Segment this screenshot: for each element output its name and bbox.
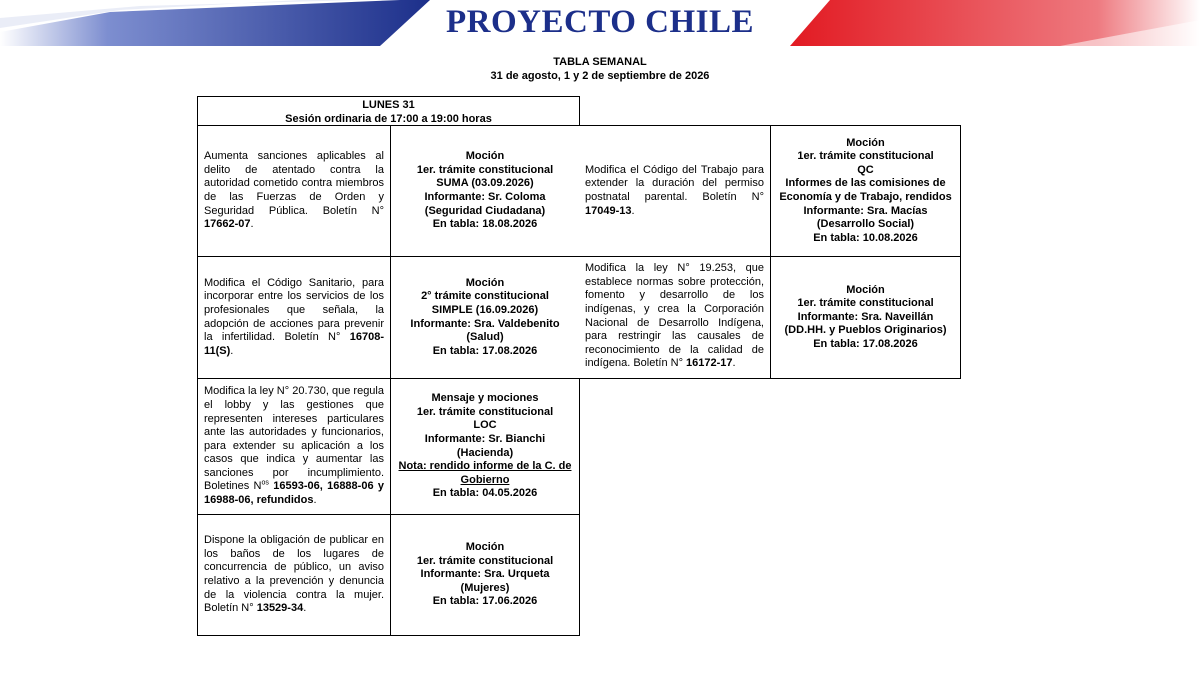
- item-description-text: Modifica el Código Sanitario, para incorporar entre los servicios de los profesionales que señala, la adopción de acciones para prevenir la infertilidad. Boletín N°: [204, 276, 384, 344]
- item-type: Mensaje y mociones: [431, 392, 539, 405]
- item-rapporteur: Informante: Sra. Urqueta: [420, 568, 550, 581]
- item-type: Moción: [465, 276, 505, 289]
- item-status: [770, 256, 961, 379]
- item-type: Moción: [846, 283, 885, 296]
- item-rapporteur: Informante: Sra. Macías: [803, 204, 928, 217]
- item-rapporteur: Informante: Sra. Valdebenito: [410, 317, 560, 330]
- bulletin-number: 17049-13: [585, 204, 632, 217]
- item-note: Informes de las comisiones de Economía y de Trabajo, rendidos: [779, 177, 952, 203]
- item-committee: (Hacienda): [456, 446, 514, 459]
- item-description: [197, 378, 391, 515]
- day-header: [197, 96, 580, 126]
- table-title: TABLA SEMANAL: [553, 56, 647, 68]
- item-description-text: Dispone la obligación de publicar en los baños de los lugares de concurrencia de público, un aviso relativo a la prevención y denuncia de la violencia contra la mujer. Boletín N°: [204, 534, 384, 615]
- table-dates: 31 de agosto, 1 y 2 de septiembre de 2026: [490, 70, 710, 82]
- item-date: En tabla: 10.08.2026: [813, 231, 918, 244]
- item-stage: 2° trámite constitucional: [421, 290, 549, 303]
- day-label: LUNES 31: [362, 99, 415, 111]
- item-description-text: Modifica la ley N° 20.730, que regula el lobby y las gestiones que representen intereses particulares ante las autoridades y funcionarios, para extender su aplicación a los casos que indica y aumentar las sanciones por incumplimiento. Boletines N: [204, 385, 384, 493]
- brand-title: PROYECTO CHILE: [445, 4, 755, 40]
- session-label: Sesión ordinaria de 17:00 a 19:00 horas: [285, 112, 492, 125]
- item-date: En tabla: 17.08.2026: [432, 344, 538, 357]
- item-description: [197, 514, 391, 636]
- item-date: En tabla: 04.05.2026: [432, 487, 538, 500]
- item-urgency: LOC: [473, 419, 497, 432]
- item-description-text: Modifica la ley N° 19.253, que establece normas sobre protección, fomento y desarrollo de los indígenas, y crea la Corporación Nacional de Desarrollo Indígena, para restringir las causales de reconocimiento de la calidad de indígena. Boletín N°: [585, 262, 764, 370]
- item-status: [390, 514, 580, 636]
- item-type: Moción: [465, 541, 505, 554]
- item-description-end: .: [303, 602, 307, 615]
- item-date: En tabla: 18.08.2026: [432, 218, 538, 231]
- plural-superscript: os: [261, 479, 269, 487]
- item-rapporteur: Informante: Sr. Bianchi: [424, 432, 546, 445]
- item-description-text: Aumenta sanciones aplicables al delito de atentado contra la autoridad cometido contra miembros de las Fuerzas de Orden y Seguridad Pública. Boletín N°: [204, 150, 384, 217]
- item-status: [770, 125, 961, 257]
- bulletin-number: 16708-11(S): [204, 331, 384, 357]
- item-rapporteur: Informante: Sr. Coloma: [424, 191, 546, 203]
- bulletin-number: 13529-34: [256, 602, 304, 615]
- bulletin-number: 16593-06, 16888-06 y 16988-06, refundidos: [204, 480, 384, 507]
- item-description-end: .: [230, 344, 234, 357]
- item-description-end: .: [250, 218, 254, 231]
- item-description: [197, 256, 391, 379]
- item-stage: 1er. trámite constitucional: [416, 163, 554, 176]
- item-urgency: SUMA (03.09.2026): [436, 177, 534, 190]
- item-description-text: Modifica el Código del Trabajo para extender la duración del permiso postnatal parental. Boletín N°: [585, 163, 764, 203]
- item-type: Moción: [846, 136, 885, 149]
- bulletin-number: 17662-07: [204, 218, 251, 231]
- item-stage: 1er. trámite constitucional: [797, 297, 934, 310]
- item-description: [579, 125, 771, 257]
- item-stage: 1er. trámite constitucional: [797, 150, 934, 163]
- bulletin-number: 16172-17: [686, 357, 733, 370]
- item-status: [390, 378, 580, 515]
- item-committee: (Desarrollo Social): [816, 218, 915, 231]
- item-note: Nota: rendido informe de la C. de Gobierno: [398, 460, 572, 486]
- item-status: [390, 256, 580, 379]
- item-date: En tabla: 17.08.2026: [813, 337, 918, 350]
- item-urgency: QC: [857, 163, 874, 176]
- item-rapporteur: Informante: Sra. Naveillán: [797, 310, 934, 323]
- item-urgency: SIMPLE (16.09.2026): [431, 303, 539, 316]
- item-description-end: .: [313, 494, 317, 507]
- item-stage: 1er. trámite constitucional: [416, 405, 554, 418]
- item-committee: (Seguridad Ciudadana): [424, 204, 546, 217]
- item-description-end: .: [732, 357, 736, 370]
- header-banner: [0, 0, 1200, 50]
- item-status: [390, 125, 580, 257]
- item-committee: (Salud): [466, 331, 504, 344]
- item-description: [197, 125, 391, 257]
- item-stage: 1er. trámite constitucional: [416, 554, 554, 567]
- item-date: En tabla: 17.06.2026: [432, 595, 538, 608]
- item-type: Moción: [465, 150, 505, 163]
- item-committee: (DD.HH. y Pueblos Originarios): [784, 324, 947, 337]
- item-description: [579, 256, 771, 379]
- item-committee: (Mujeres): [460, 581, 510, 594]
- item-description-end: .: [631, 204, 635, 217]
